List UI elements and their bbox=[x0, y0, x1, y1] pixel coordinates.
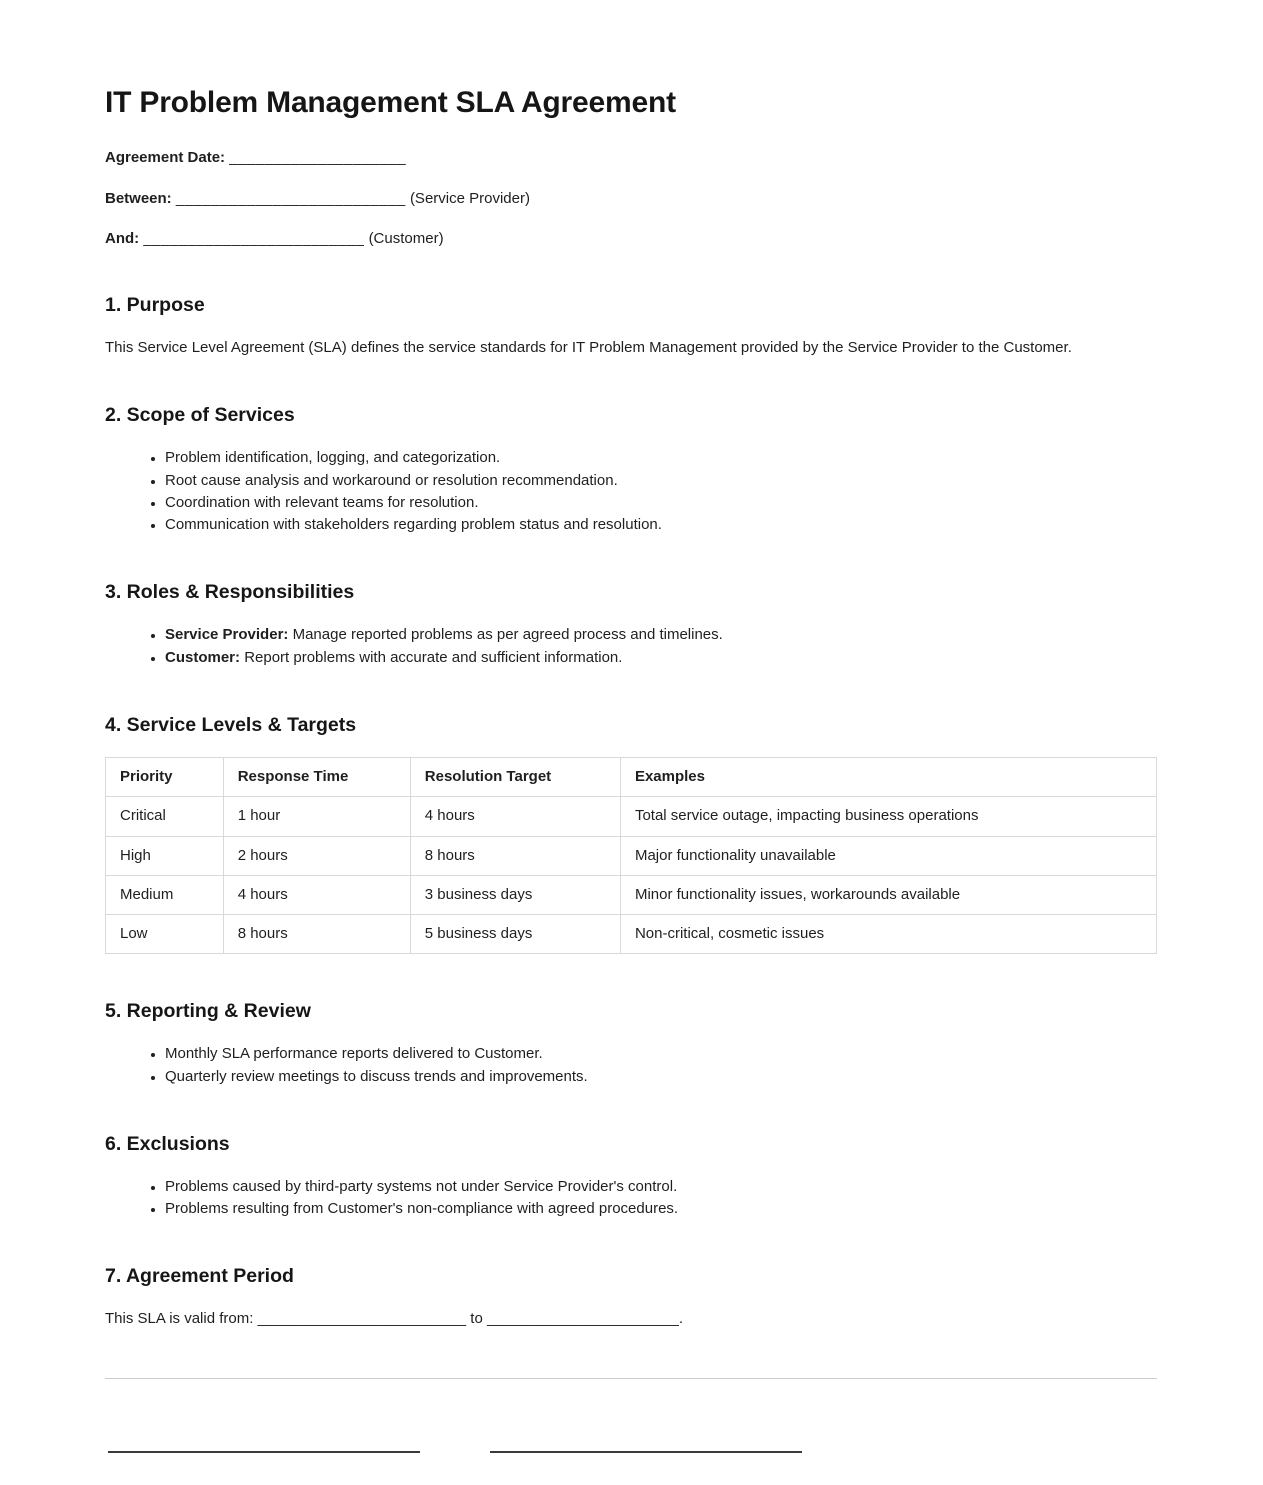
section-agreement-period bbox=[105, 1265, 1157, 1330]
agreement-date-label: Agreement Date: bbox=[105, 149, 226, 166]
period-terminator: . bbox=[678, 1310, 684, 1328]
section-purpose bbox=[105, 294, 1157, 359]
role-term: Service Provider: bbox=[165, 626, 289, 644]
cell-examples: Total service outage, impacting business operations bbox=[620, 797, 1156, 836]
signature-area bbox=[105, 1451, 1157, 1453]
between-field bbox=[105, 191, 1157, 208]
cell-resolution-target: 5 business days bbox=[410, 915, 620, 954]
valid-to-blank: _______________________ bbox=[486, 1310, 679, 1328]
list-item: • Coordination with relevant teams for resolution. bbox=[165, 492, 1157, 513]
table-row bbox=[106, 875, 1157, 914]
cell-priority: High bbox=[106, 836, 224, 875]
cell-response-time: 8 hours bbox=[223, 915, 410, 954]
and-suffix: (Customer) bbox=[368, 230, 444, 247]
cell-resolution-target: 8 hours bbox=[410, 836, 620, 875]
cell-response-time: 4 hours bbox=[223, 875, 410, 914]
and-label: And: bbox=[105, 230, 140, 247]
customer-signature-line bbox=[490, 1451, 802, 1453]
cell-resolution-target: 3 business days bbox=[410, 875, 620, 914]
valid-to-label: to bbox=[470, 1310, 483, 1328]
cell-priority: Critical bbox=[106, 797, 224, 836]
role-term: Customer: bbox=[165, 648, 241, 666]
page-title: IT Problem Management SLA Agreement bbox=[105, 86, 676, 119]
cell-examples: Minor functionality issues, workarounds available bbox=[620, 875, 1156, 914]
reporting-bullet-list bbox=[105, 1043, 1157, 1087]
cell-response-time: 2 hours bbox=[223, 836, 410, 875]
valid-from-label: This SLA is valid from: bbox=[105, 1310, 254, 1328]
table-header-row bbox=[106, 758, 1157, 797]
table-row bbox=[106, 836, 1157, 875]
table-row bbox=[106, 915, 1157, 954]
section-service-levels bbox=[105, 714, 1157, 954]
role-description: Manage reported problems as per agreed process and timelines. bbox=[292, 626, 723, 644]
scope-bullet-list bbox=[105, 447, 1157, 535]
agreement-date-field bbox=[105, 150, 1157, 167]
agreement-period-body bbox=[105, 1308, 1157, 1330]
section-reporting bbox=[105, 1000, 1157, 1087]
section-exclusions bbox=[105, 1133, 1157, 1220]
purpose-heading: 1. Purpose bbox=[105, 293, 205, 316]
service-provider-signature-line bbox=[108, 1451, 420, 1453]
column-header-resolution-target: Resolution Target bbox=[410, 758, 620, 797]
cell-priority: Low bbox=[106, 915, 224, 954]
cell-examples: Non-critical, cosmetic issues bbox=[620, 915, 1156, 954]
column-header-response-time: Response Time bbox=[223, 758, 410, 797]
and-field bbox=[105, 231, 1157, 248]
list-item bbox=[165, 647, 1157, 668]
scope-heading: 2. Scope of Services bbox=[105, 404, 295, 427]
cell-response-time: 1 hour bbox=[223, 797, 410, 836]
list-item bbox=[165, 624, 1157, 645]
exclusions-heading: 6. Exclusions bbox=[105, 1132, 230, 1155]
list-item: • Monthly SLA performance reports delivered to Customer. bbox=[165, 1043, 1157, 1064]
between-blank: __________________________ bbox=[175, 189, 406, 207]
service-levels-table bbox=[105, 757, 1157, 954]
table-row bbox=[106, 797, 1157, 836]
section-roles bbox=[105, 581, 1157, 668]
valid-from-blank: _________________________ bbox=[257, 1310, 467, 1328]
between-label: Between: bbox=[105, 189, 172, 207]
roles-bullet-list bbox=[105, 624, 1157, 668]
roles-heading: 3. Roles & Responsibilities bbox=[105, 581, 355, 604]
list-item: • Communication with stakeholders regarding problem status and resolution. bbox=[165, 514, 1157, 535]
column-header-examples: Examples bbox=[620, 758, 1156, 797]
list-item: • Problems resulting from Customer's non-compliance with agreed procedures. bbox=[165, 1198, 1157, 1219]
list-item: • Problem identification, logging, and categorization. bbox=[165, 447, 1157, 468]
cell-examples: Major functionality unavailable bbox=[620, 836, 1156, 875]
purpose-body: This Service Level Agreement (SLA) defines the service standards for IT Problem Management provided by the Service Provider to the Customer. bbox=[105, 338, 1072, 356]
list-item: • Quarterly review meetings to discuss trends and improvements. bbox=[165, 1066, 1157, 1087]
role-description: Report problems with accurate and sufficient information. bbox=[244, 648, 623, 666]
section-divider bbox=[105, 1378, 1157, 1379]
column-header-priority: Priority bbox=[106, 758, 224, 797]
exclusions-bullet-list bbox=[105, 1176, 1157, 1220]
list-item: • Problems caused by third-party systems not under Service Provider's control. bbox=[165, 1176, 1157, 1197]
service-levels-heading: 4. Service Levels & Targets bbox=[105, 714, 357, 737]
and-blank: _________________________ bbox=[143, 230, 365, 247]
reporting-heading: 5. Reporting & Review bbox=[105, 1000, 311, 1023]
section-scope bbox=[105, 404, 1157, 535]
list-item: • Root cause analysis and workaround or resolution recommendation. bbox=[165, 470, 1157, 491]
cell-resolution-target: 4 hours bbox=[410, 797, 620, 836]
agreement-date-blank: ____________________ bbox=[229, 149, 407, 166]
agreement-period-heading: 7. Agreement Period bbox=[105, 1265, 294, 1288]
between-suffix: (Service Provider) bbox=[409, 189, 530, 207]
cell-priority: Medium bbox=[106, 875, 224, 914]
